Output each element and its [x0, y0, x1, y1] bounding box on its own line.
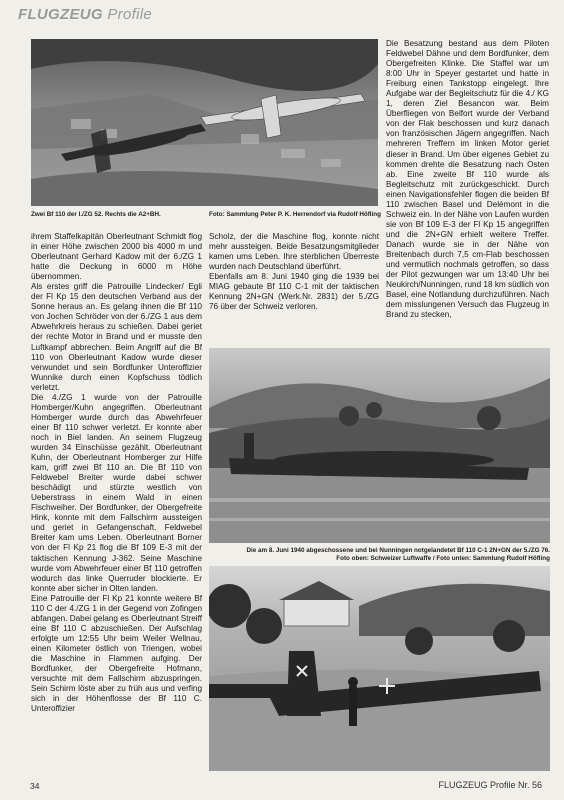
photo-middle-crashed-aircraft [209, 348, 550, 543]
photo-top-caption-right: Foto: Sammlung Peter P. K. Herrendorf via Rudolf Höfling [208, 211, 381, 218]
photo-bottom-aircraft-village [209, 566, 550, 771]
publication-footer: FLUGZEUG Profile Nr. 56 [438, 780, 542, 790]
paragraph: Scholz, der die Maschine flog, konnte nicht mehr aussteigen. Beide Besatzungsmitglieder kamen ums Leben. Ihre sterblichen Überreste wurden nach Deutschland überführt. [209, 232, 379, 272]
photo-top-aerial [31, 39, 378, 206]
masthead-light: Profile [102, 6, 152, 23]
masthead [18, 6, 152, 23]
paragraph: Als erstes griff die Patrouille Lindecker/ Egli der Fl Kp 15 den deutschen Verband aus der Sonne heraus an. Es gelang ihnen die Bf 110 von Jochen Schröder von der 6./ZG 1 aus dem Abwehrkreis heraus zu schießen. Dabei geriet der rechte Motor in Brand und er musste den Luftkampf abbrechen. Beim Angriff auf die Bf 110 von Oberleutnant Kadow wurde dieser verwundet und sein Bordfunker Unteroffizier Wunnike durch einen Kopfschuss tödlich verletzt. [31, 282, 202, 392]
photo-middle-caption-line2: Foto oben: Schweizer Luftwaffe / Foto unten: Sammlung Rudolf Höfling [336, 555, 550, 562]
paragraph: Die 4./ZG 1 wurde von der Patrouille Homberger/Kuhn angegriffen. Oberleutnant Homberger wurde durch das Abwehrfeuer einer Bf 110 schwer verletzt. Er konnte aber noch in Biel landen. An seinem Flugzeug wurden 34 Einschüsse gezählt. Oberleutnant Kuhn, der Oberleutnant Homberger zur Hilfe kam, griff zwei Bf 110 an. Die Bf 110 von Feldwebel Breiter wurde dabei schwer beschädigt und stürzte westlich von Ueberstrass in einem Wald in einen Fischweiher. Der Bordfunker, der Obergefreite Hink, konnte mit dem Fallschirm aussteigen und geriet in Gefangenschaft. Feldwebel Breiter kam ums Leben. Oberleutnant Borner von der Fl Kp 21 flog die Bf 109 E-3 mit der taktischen Kennung J-362. Seine Maschine wurde vom Abwehrfeuer einer Bf 110 getroffen wodurch das linke Querruder blockierte. Er konnte aber sicher in Olten landen. [31, 392, 202, 593]
column-middle [209, 232, 379, 344]
masthead-bold: FLUGZEUG [18, 6, 103, 23]
photo-middle-caption-line1: Die am 8. Juni 1940 abgeschossene und bei Nunningen notgelandetet Bf 110 C-1 2N+GN der 5./ZG 76. [246, 547, 550, 554]
paragraph: Die Besatzung bestand aus dem Piloten Feldwebel Dähne und dem Bordfunker, dem Obergefreiten Klinke. Die Staffel war um 8:00 Uhr in Speyer gestartet und hatte in Freiburg einen Tankstopp eingelegt. Ihre Aufgabe war der Begleitschutz für die 4./ KG 1, deren Ziel Besancon war. Beim Überfliegen von Belfort wurde der Verband von der Flak beschossen und kurz danach von französischen Jägern angegriffen. Nach mehreren Treffern im linken Motor geriet dieser in Brand. Um über eigenes Gebiet zu kommen drehte die Besatzung nach Osten ab. Eine zweite Bf 110 wurde als Begleitschutz mit zurückgeschickt. Durch einen Navigationsfehler flogen die beiden Bf 110 zwischen Basel und Delémont in die Schweiz ein. In der Nähe von Laufen wurden sie von Bf 109 E-3 der Fl Kp 15 angegriffen und die 2N+GN erhielt weitere Treffer. Danach wurde sie in der Nähe von Breitenbach durch 7,5 cm-Flab beschossen und vermutlich nochmals getroffen, so dass der Pilot gezwungen war um 13:40 Uhr bei Neukirch/Nunningen, rund 18 km südlich von Basel, eine Notlandung durchzuführen. Nach dem misslungenen Versuch das Flugzeug in Brand zu stecken, [386, 39, 549, 320]
photo-top-caption-left: Zwei Bf 110 der I./ZG 52. Rechts die A2+BH. [31, 211, 161, 218]
paragraph: Eine Patrouille der Fl Kp 21 konnte weitere Bf 110 C der 4./ZG 1 in der Gegend von Zofingen abfangen. Dabei gelang es Oberleutnant Streiff eine Bf 110 C abzuschießen. Der Aufschlag erfolgte um 12:55 Uhr beim Weiler Wellnau, einen Kilometer östlich von Triengen, wobei die Maschine in Flammen aufging. Der Bordfunker, der Obergefreite Hofmann, versuchte mit dem Fallschirm abzuspringen. Sein Schirm löste aber zu früh aus und verfing sich in der Höhenflosse der Bf 110 C. Unteroffizier [31, 593, 202, 714]
paragraph: Ebenfalls am 8. Juni 1940 ging die 1939 bei MIAG gebaute Bf 110 C-1 mit der taktischen Kennung 2N+GN (Werk.Nr. 2831) der 5./ZG 76 über der Schweiz verloren. [209, 272, 379, 312]
page-number: 34 [30, 781, 40, 791]
column-left [31, 232, 202, 772]
column-right-top [386, 39, 549, 365]
photo-middle-caption [209, 547, 550, 563]
paragraph: ihrem Staffelkapitän Oberleutnant Schmidt flog in einer Höhe zwischen 2000 bis 4000 m und Oberleutnant Gerhard Kadow mit der 6./ZG 1 hatte die Deckung in 6000 m Höhe übernommen. [31, 232, 202, 282]
